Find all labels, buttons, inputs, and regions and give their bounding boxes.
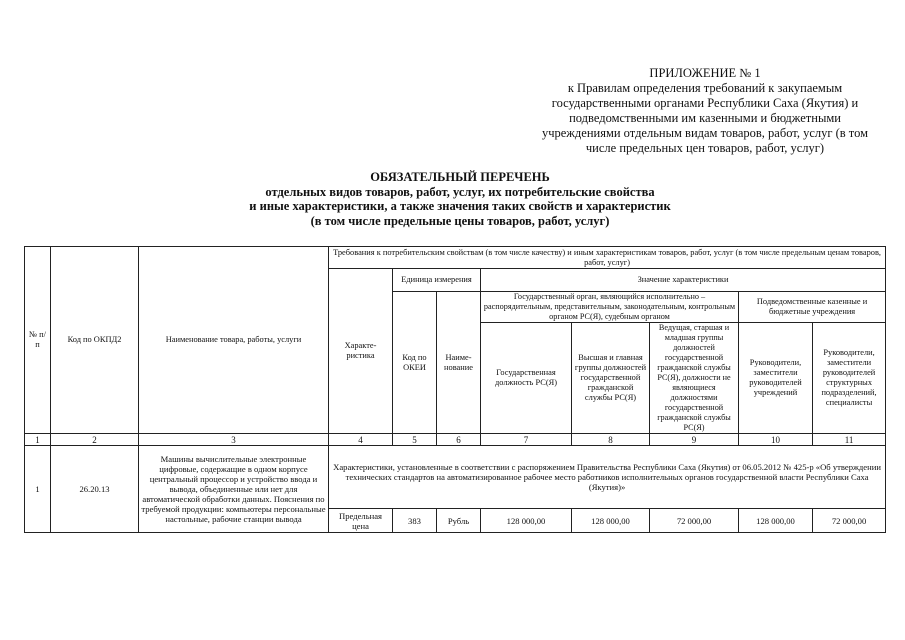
col-number: 6 xyxy=(437,434,481,446)
col-number: 10 xyxy=(739,434,813,446)
row1-okpd: 26.20.13 xyxy=(51,446,139,533)
row1-value-col10: 128 000,00 xyxy=(739,509,813,533)
header-okpd: Код по ОКПД2 xyxy=(51,247,139,434)
col-number: 5 xyxy=(393,434,437,446)
row1-name: Машины вычислительные электронные цифровые, содержащие в одном корпусе центральный процессор и устройство ввода и вывода, объединенные или нет для автоматической обработки данных. Пояснения по требуемой продукции: компьютеры персональные настольные, рабочие станции вывода xyxy=(139,446,329,533)
col-number: 4 xyxy=(329,434,393,446)
document-title xyxy=(150,170,770,228)
header-subordinate: Подведомственные казенные и бюджетные учреждения xyxy=(739,292,886,323)
header-unit: Единица измерения xyxy=(393,269,481,292)
col-number: 8 xyxy=(572,434,650,446)
header-col9: Ведущая, старшая и младшая группы должностей государственной гражданской службы РС(Я), должности не являющиеся должностями государственной гражданской службы РС(Я) xyxy=(650,323,739,434)
col-number: 9 xyxy=(650,434,739,446)
title-line-1: ОБЯЗАТЕЛЬНЫЙ ПЕРЕЧЕНЬ xyxy=(370,170,550,184)
row1-value-col8: 128 000,00 xyxy=(572,509,650,533)
row1-characteristic: Предельная цена xyxy=(329,509,393,533)
requirements-table xyxy=(24,246,886,533)
col-number: 1 xyxy=(25,434,51,446)
header-values: Значение характеристики xyxy=(481,269,886,292)
title-line-2: отдельных видов товаров, работ, услуг, их потребительские свойства xyxy=(265,184,655,199)
title-line-4: (в том числе предельные цены товаров, работ, услуг) xyxy=(310,213,610,228)
header-okei: Код по ОКЕИ xyxy=(393,292,437,434)
header-col11: Руководители, заместители руководителей структурных подразделений, специалисты xyxy=(813,323,886,434)
row1-num: 1 xyxy=(25,446,51,533)
row1-okei: 383 xyxy=(393,509,437,533)
header-unit-name: Наиме-нование xyxy=(437,292,481,434)
header-characteristic: Характе-ристика xyxy=(329,269,393,434)
title-line-3: и иные характеристики, а также значения таких свойств и характеристик xyxy=(249,199,671,213)
col-number: 11 xyxy=(813,434,886,446)
header-requirements: Требования к потребительским свойствам (в том числе качеству) и иным характеристикам товаров, работ, услуг (в том числе предельным ценам товаров, работ, услуг) xyxy=(329,247,886,269)
row1-value-col7: 128 000,00 xyxy=(481,509,572,533)
col-number: 3 xyxy=(139,434,329,446)
col-number: 2 xyxy=(51,434,139,446)
header-name: Наименование товара, работы, услуги xyxy=(139,247,329,434)
appendix-heading: ПРИЛОЖЕНИЕ № 1 xyxy=(649,66,761,80)
row1-note: Характеристики, установленные в соответствии с распоряжением Правительства Республики Саха (Якутия) от 06.05.2012 № 425-р «Об утверждении технических стандартов на автоматизированное рабочее место работников исполнительных органов государственной власти Республики Саха (Якутия)» xyxy=(329,446,886,509)
header-num: № п/п xyxy=(25,247,51,434)
appendix-text: к Правилам определения требований к закупаемым государственными органами Республики Саха (Якутия) и подведомственными им казенными и бюджетными учреждениями отдельным видам товаров, работ, услуг (в том числе предельных цен товаров, работ, услуг) xyxy=(541,81,869,155)
appendix-block xyxy=(540,66,870,156)
header-col10: Руководители, заместители руководителей учреждений xyxy=(739,323,813,434)
header-col7: Государственная должность РС(Я) xyxy=(481,323,572,434)
header-col8: Высшая и главная группы должностей государственной гражданской службы РС(Я) xyxy=(572,323,650,434)
header-gov-bodies: Государственный орган, являющийся исполнительно – распорядительным, представительным, законодательным, контрольным органом РС(Я), судебным органом xyxy=(481,292,739,323)
row1-value-col9: 72 000,00 xyxy=(650,509,739,533)
col-number: 7 xyxy=(481,434,572,446)
row1-value-col11: 72 000,00 xyxy=(813,509,886,533)
row1-unit-name: Рубль xyxy=(437,509,481,533)
